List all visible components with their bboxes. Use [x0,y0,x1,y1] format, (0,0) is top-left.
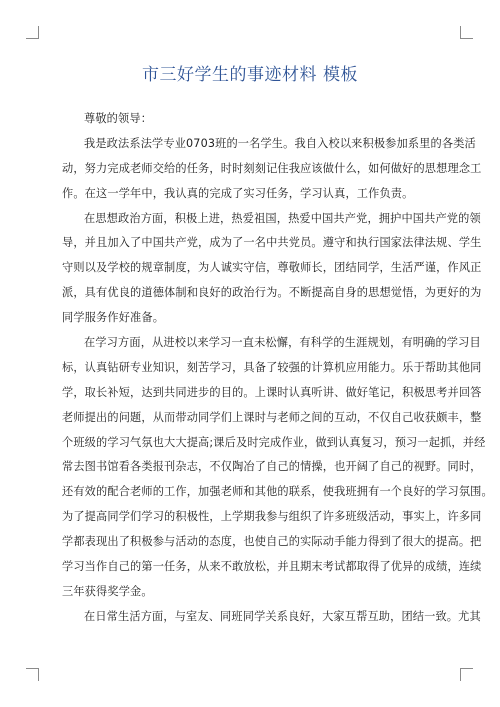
text-line: 在学习方面，从进校以来学习一直未松懈，有科学的生涯规划，有明确的学习目 [84,336,481,350]
crop-mark-bottom-left [26,668,39,681]
text-line: 派，具有优良的道德体制和良好的政治行为。不断提高自身的思想觉悟，为更好的为 [62,286,482,300]
text-line: 学习当作自己的第一任务，从来不敢放松，并且期末考试都取得了优异的成绩，连续 [62,560,482,574]
document-body [62,107,493,630]
text-line: 在思想政治方面，积极上进，热爱祖国，热爱中国共产党，拥护中国共产党的领 [84,211,481,225]
text-line: 为了提高同学们学习的积极性，上学期我参与组织了许多班级活动，事实上，许多同 [62,510,482,524]
text-line: 动，努力完成老师交给的任务，时时刻刻记住我应该做什么，如何做好的思想理念工 [62,161,482,175]
text-line: 守则以及学校的规章制度，为人诚实守信，尊敬师长，团结同学，生活严谨，作风正 [62,261,482,275]
text-line: 老师提出的问题，从而带动同学们上课时与老师之间的互动，不仅自己收获颇丰，整 [62,410,482,424]
text-line: 还有效的配合老师的工作，加强老师和其他的联系，使我班拥有一个良好的学习氛围。 [62,485,493,499]
text-line: 我是政法系法学专业0703班的一名学生。我自入校以来积极参加系里的各类活 [84,136,476,150]
text-line: 学都表现出了积极参与活动的态度，也使自己的实际动手能力得到了很大的提高。把 [62,535,482,549]
salutation: 尊敬的领导： [84,112,153,125]
text-line: 在日常生活方面，与室友、同班同学关系良好，大家互帮互助，团结一致。尤其 [84,609,481,623]
text-line: 常去图书馆看各类报刊杂志，不仅陶冶了自己的情操，也开阔了自己的视野。同时， [62,460,482,474]
text-line: 标，认真钻研专业知识，刻苦学习，具备了较强的计算机应用能力。乐于帮助其他同 [62,360,482,374]
crop-mark-top-right [460,26,473,39]
crop-mark-top-left [26,26,39,39]
document-title: 市三好学生的事迹材料 模板 [142,65,358,85]
crop-mark-bottom-right [460,668,473,681]
text-line: 学，取长补短，达到共同进步的目的。上课时认真听讲、做好笔记，积极思考并回答 [62,385,482,399]
text-line: 同学服务作好准备。 [62,311,165,325]
text-line: 三年获得奖学金。 [62,584,153,598]
text-line: 作。在这一学年中，我认真的完成了实习任务，学习认真，工作负责。 [62,186,414,200]
text-line: 个班级的学习气氛也大大提高;课后及时完成作业，做到认真复习，预习一起抓，并经 [62,435,486,449]
text-line: 导，并且加入了中国共产党，成为了一名中共党员。遵守和执行国家法律法规、学生 [62,236,482,250]
